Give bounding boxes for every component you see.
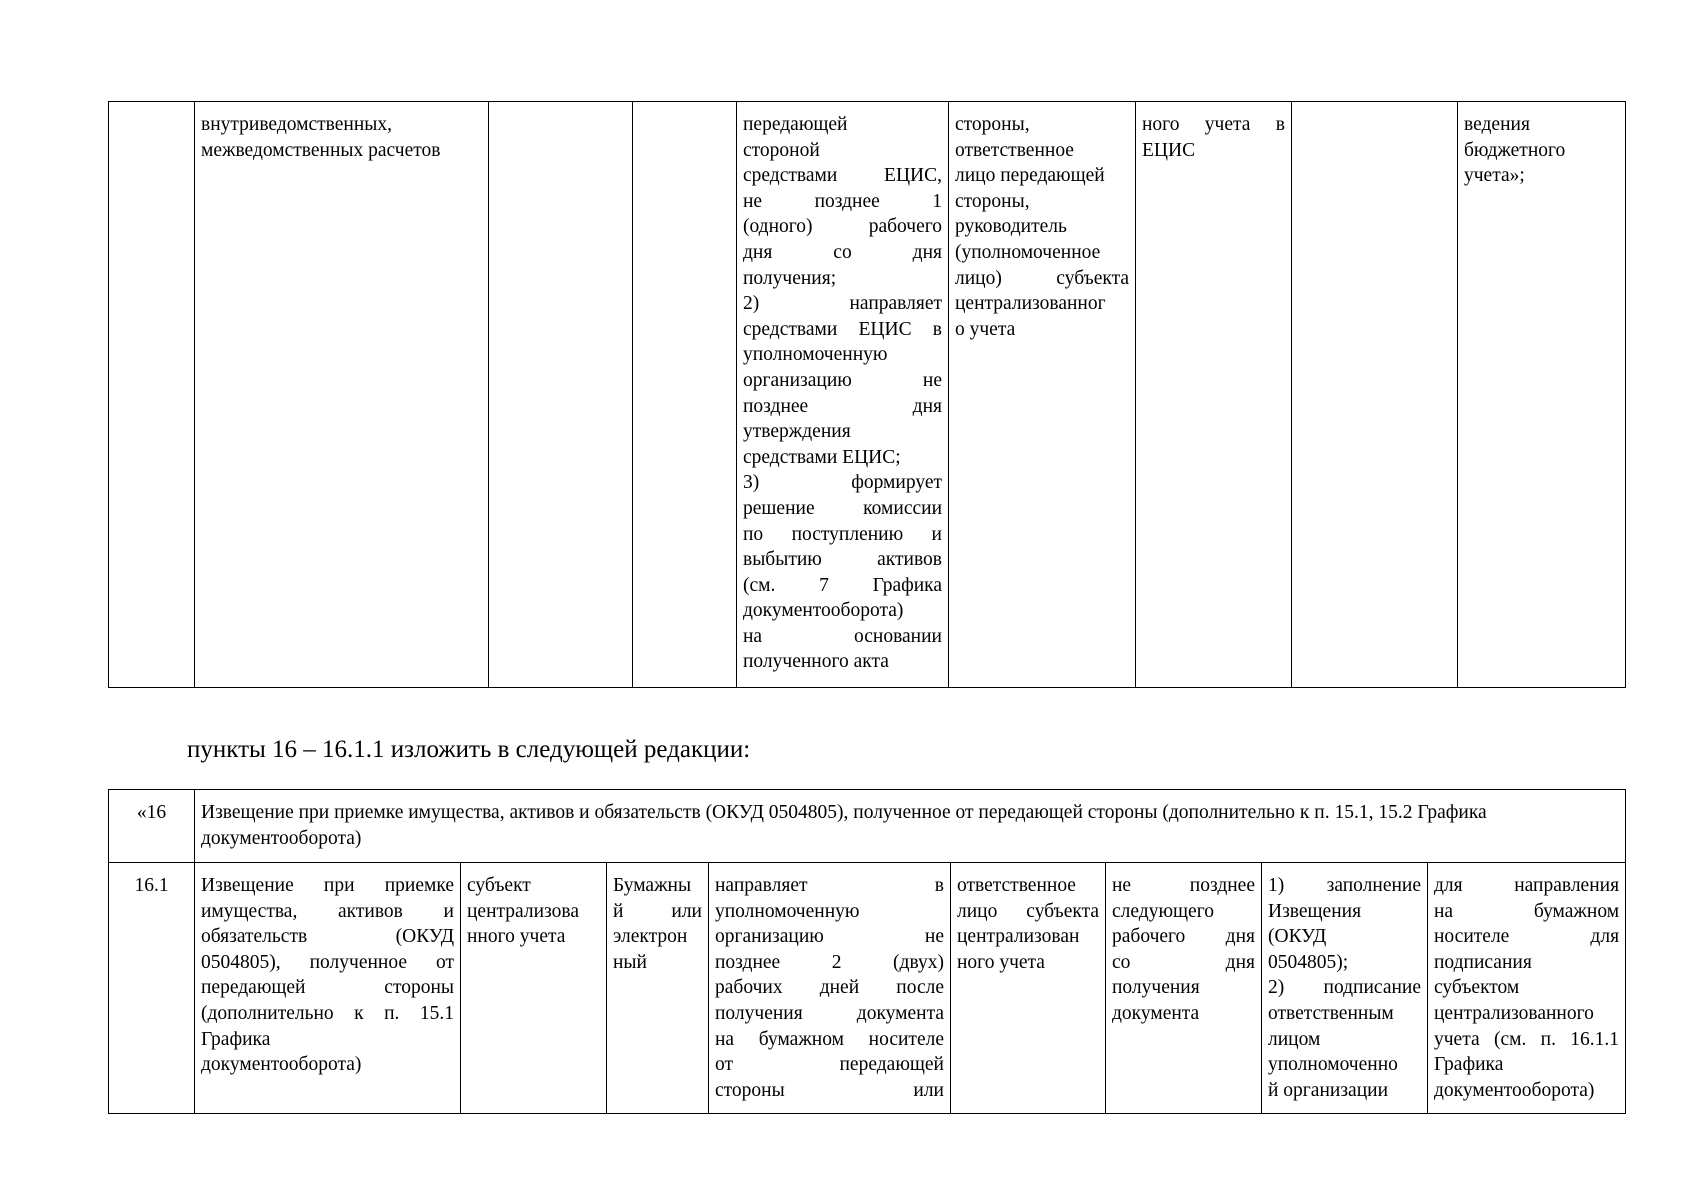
cell-line: уполномоченную bbox=[743, 344, 888, 366]
cell-line: лицо субъекта bbox=[957, 900, 1099, 922]
cell-line: документа bbox=[1112, 1002, 1200, 1024]
cell-line: не позднее bbox=[1112, 875, 1255, 896]
cell-line: документооборота) bbox=[201, 1054, 362, 1076]
cell-line: ведения bbox=[1464, 114, 1530, 135]
cell-line: получения; bbox=[743, 267, 837, 289]
cell-action bbox=[1292, 102, 1458, 688]
cell-line: уполномоченную bbox=[715, 900, 860, 922]
cell-line: направляет в bbox=[715, 875, 944, 896]
table-row bbox=[109, 863, 1626, 1114]
cell-line: централизова bbox=[467, 900, 579, 922]
cell-line: 1) заполнение bbox=[1268, 875, 1421, 896]
table-section-16 bbox=[108, 789, 1626, 1114]
row-number: «16 bbox=[109, 790, 195, 863]
cell-line: стороны, bbox=[955, 114, 1030, 135]
cell-deadline bbox=[1136, 102, 1292, 688]
cell-line: 0504805), полученное от bbox=[201, 951, 454, 973]
cell-format bbox=[633, 102, 737, 688]
cell-line: учета»; bbox=[1464, 165, 1525, 187]
cell-line: стороны, bbox=[955, 190, 1030, 212]
cell-line: по поступлению и bbox=[743, 523, 942, 545]
cell-line: имущества, активов и bbox=[201, 900, 454, 922]
cell-line: (уполномоченное bbox=[955, 241, 1101, 263]
cell-line: лицом bbox=[1268, 1028, 1321, 1050]
cell-purpose bbox=[1458, 102, 1626, 688]
cell-line: ный bbox=[613, 951, 647, 973]
cell-line: организацию не bbox=[715, 926, 944, 948]
cell-procedure bbox=[737, 102, 949, 688]
cell-line: дня со дня bbox=[743, 241, 942, 263]
cell-signer bbox=[951, 863, 1106, 1114]
cell-line: межведомственных расчетов bbox=[201, 139, 441, 161]
cell-line: на бумажном носителе bbox=[715, 1028, 944, 1050]
cell-responsible bbox=[489, 102, 633, 688]
cell-line: позднее дня bbox=[743, 395, 942, 417]
cell-line: Графика bbox=[201, 1028, 271, 1050]
cell-line: носителе для bbox=[1434, 926, 1620, 948]
cell-signer bbox=[949, 102, 1136, 688]
cell-line: Бумажны bbox=[613, 875, 692, 896]
cell-format bbox=[607, 863, 709, 1114]
cell-line: электрон bbox=[613, 926, 688, 948]
cell-line: передающей bbox=[743, 114, 848, 135]
cell-document-name bbox=[195, 102, 489, 688]
cell-line: (ОКУД bbox=[1268, 926, 1327, 948]
cell-line: субъект bbox=[467, 875, 531, 896]
cell-line: средствами ЕЦИС; bbox=[743, 446, 901, 468]
cell-line: субъектом bbox=[1434, 977, 1520, 999]
cell-line: решение комиссии bbox=[743, 497, 942, 519]
cell-number bbox=[109, 102, 195, 688]
cell-line: на основании bbox=[743, 625, 942, 647]
cell-line: не позднее 1 bbox=[743, 190, 942, 212]
cell-line: ного учета в bbox=[1142, 114, 1285, 135]
cell-deadline bbox=[1106, 863, 1262, 1114]
cell-line: руководитель bbox=[955, 216, 1067, 238]
cell-line: передающей стороны bbox=[201, 977, 454, 999]
cell-line: от передающей bbox=[715, 1054, 944, 1076]
cell-line: рабочих дней после bbox=[715, 977, 944, 999]
cell-line: полученного акта bbox=[743, 651, 889, 673]
cell-line: получения документа bbox=[715, 1002, 944, 1024]
cell-procedure bbox=[709, 863, 951, 1114]
section-heading: пункты 16 – 16.1.1 изложить в следующей редакции: bbox=[187, 736, 751, 763]
cell-line: 0504805); bbox=[1268, 951, 1349, 973]
cell-line: Извещение при приемке bbox=[201, 875, 454, 896]
row-number: 16.1 bbox=[109, 863, 195, 1114]
cell-line: 2) направляет bbox=[743, 293, 942, 315]
cell-line: позднее 2 (двух) bbox=[715, 951, 944, 973]
table-header-row bbox=[109, 790, 1626, 863]
cell-line: средствами ЕЦИС, bbox=[743, 165, 942, 187]
cell-purpose bbox=[1428, 863, 1626, 1114]
cell-line: ответственным bbox=[1268, 1002, 1394, 1024]
cell-line: централизован bbox=[957, 926, 1080, 948]
table-previous-section bbox=[108, 101, 1626, 688]
cell-line: выбытию активов bbox=[743, 549, 942, 571]
cell-line: следующего bbox=[1112, 900, 1214, 922]
cell-line: нного учета bbox=[467, 926, 566, 948]
cell-line: 2) подписание bbox=[1268, 977, 1421, 999]
cell-line: внутриведомственных, bbox=[201, 114, 392, 135]
cell-line: на бумажном bbox=[1434, 900, 1620, 922]
cell-line: документооборота) bbox=[743, 600, 904, 622]
cell-line: й или bbox=[613, 900, 702, 922]
cell-line: стороной bbox=[743, 139, 820, 161]
cell-line: централизованного bbox=[1434, 1002, 1594, 1024]
cell-line: лицо) субъекта bbox=[955, 267, 1129, 289]
cell-line: 3) формирует bbox=[743, 472, 942, 494]
cell-line: рабочего дня bbox=[1112, 926, 1255, 948]
cell-line: подписания bbox=[1434, 951, 1532, 973]
cell-line: уполномоченно bbox=[1268, 1054, 1398, 1076]
cell-line: (дополнительно к п. 15.1 bbox=[201, 1002, 454, 1024]
cell-line: обязательств (ОКУД bbox=[201, 926, 454, 948]
cell-line: ЕЦИС bbox=[1142, 139, 1196, 161]
table-row bbox=[109, 102, 1626, 688]
cell-line: получения bbox=[1112, 977, 1200, 999]
cell-document-name bbox=[195, 863, 461, 1114]
cell-line: учета (см. п. 16.1.1 bbox=[1434, 1028, 1620, 1050]
cell-line: средствами ЕЦИС в bbox=[743, 318, 942, 340]
cell-line: организацию не bbox=[743, 369, 942, 391]
cell-line: ответственное bbox=[955, 139, 1074, 161]
cell-line: лицо передающей bbox=[955, 165, 1105, 187]
section-title-cell: Извещение при приемке имущества, активов и обязательств (ОКУД 0504805), полученное от передающей стороны (дополнительно к п. 15.1, 15.2 Графика документооборота) bbox=[195, 790, 1626, 863]
cell-line: (см. 7 Графика bbox=[743, 574, 942, 596]
cell-line: со дня bbox=[1112, 951, 1255, 973]
cell-line: бюджетного bbox=[1464, 139, 1566, 161]
cell-responsible bbox=[461, 863, 607, 1114]
cell-line: документооборота) bbox=[1434, 1079, 1595, 1101]
cell-line: централизованног bbox=[955, 293, 1106, 315]
cell-line: Графика bbox=[1434, 1054, 1504, 1076]
cell-line: о учета bbox=[955, 318, 1016, 340]
cell-line: (одного) рабочего bbox=[743, 216, 942, 238]
cell-line: ответственное bbox=[957, 875, 1076, 896]
cell-line: для направления bbox=[1434, 875, 1620, 896]
cell-action bbox=[1262, 863, 1428, 1114]
cell-line: стороны или bbox=[715, 1079, 944, 1101]
cell-line: утверждения bbox=[743, 421, 851, 443]
cell-line: ного учета bbox=[957, 951, 1045, 973]
cell-line: й организации bbox=[1268, 1079, 1388, 1101]
cell-line: Извещения bbox=[1268, 900, 1362, 922]
